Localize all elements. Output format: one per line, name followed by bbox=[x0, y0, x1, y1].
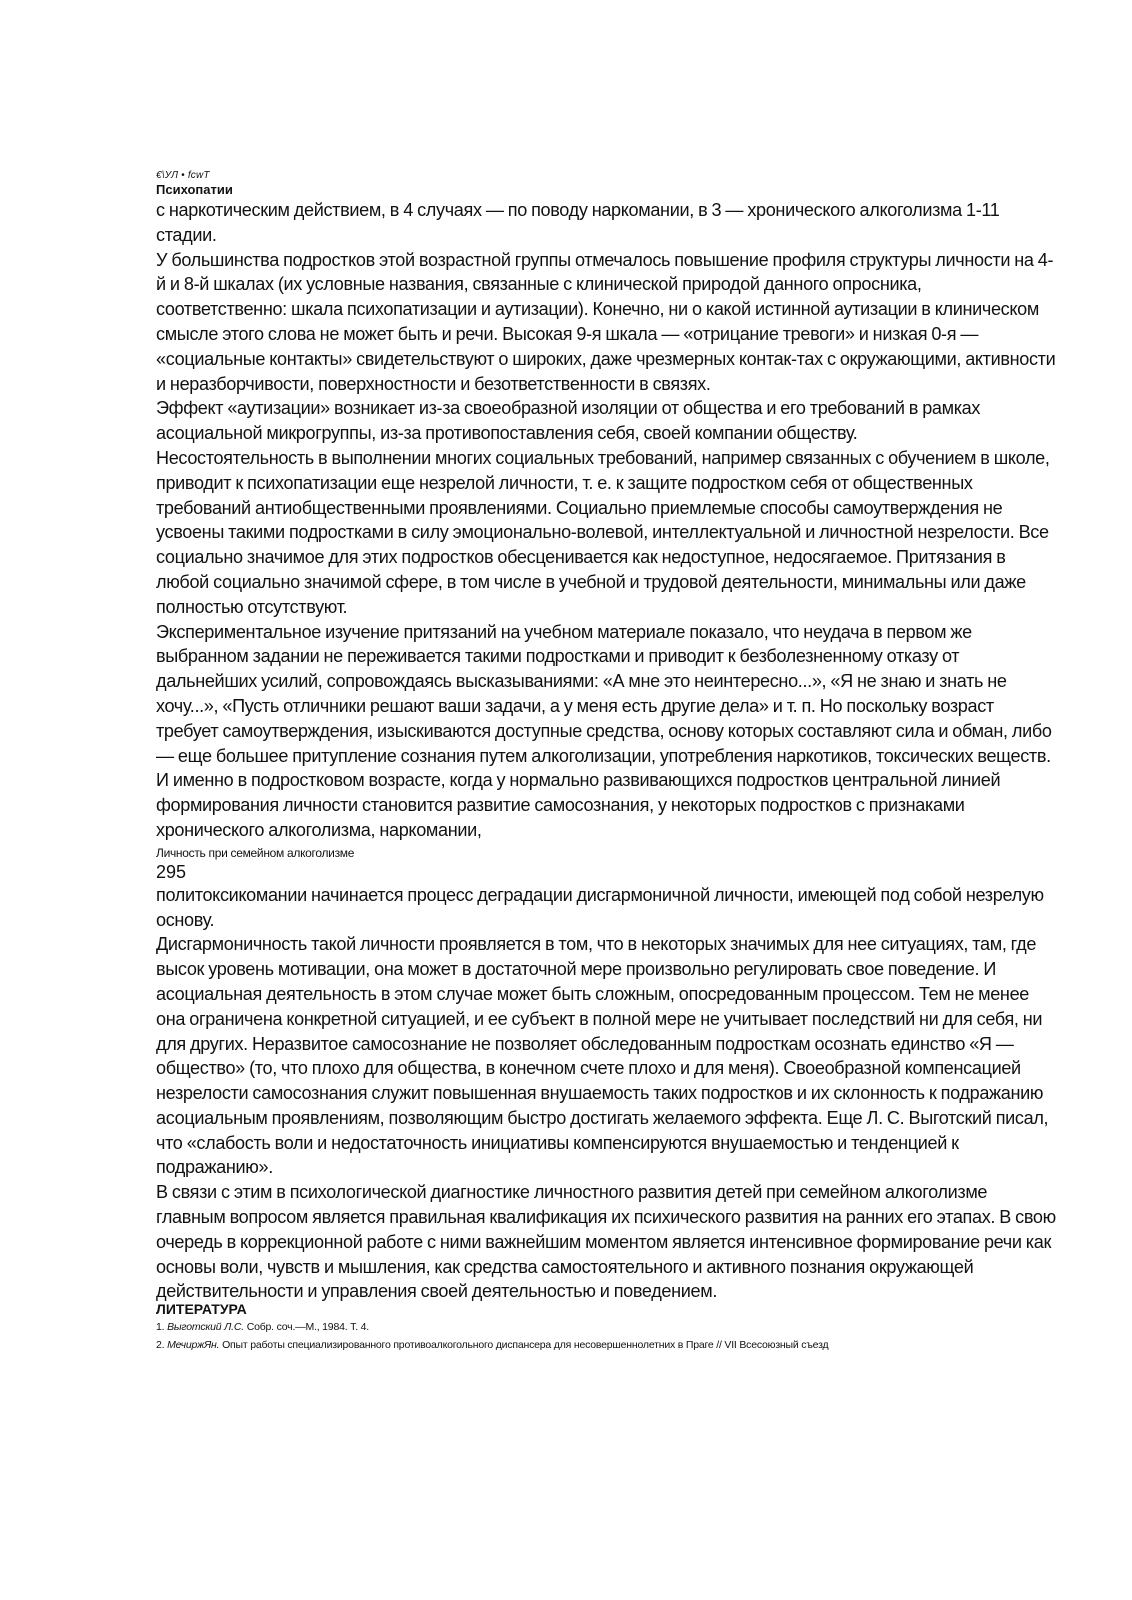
page-number: 295 bbox=[156, 861, 187, 882]
paragraph: Эффект «аутизации» возникает из-за своеобразной изоляции от общества и его требований в рамках асоциальной микрогруппы, из-за противопоставления себя, своей компании обществу. bbox=[156, 398, 981, 444]
reference-text: Собр. соч.—М., 1984. Т. 4. bbox=[246, 1321, 369, 1334]
section-title: Психопатии bbox=[156, 182, 233, 197]
paragraph: Дисгармоничность такой личности проявляется в том, что в некоторых значимых для нее ситуациях, там, где высок уровень мотивации, она может в достаточной мере произвольно регулировать свое поведение. И асоциальная деятельность в этом случае может быть сложным, опосредованным процессом. Тем не менее она ограничена конкретной ситуацией, и ее субъект в полной мере не учитывает последствий ни для себя, ни для других. Неразвитое самосознание не позволяет обследованным подросткам осознать единство «Я — общество» (то, что плохо для общества, в конечном счете плохо и для меня). Своеобразной компенсацией незрелости самосознания служит повышенная внушаемость таких подростков и их склонность к подражанию асоциальным проявлениям, позволяющим быстро достигать желаемого эффекта. Еще Л. С. Выготский писал, что «слабость воли и недостаточность инициативы компенсируются внушаемостью и тенденцией к подражанию». bbox=[156, 934, 1049, 1178]
paragraph: И именно в подростковом возрасте, когда у нормально развивающихся подростков центральной линией формирования личности становится развитие самосознания, у некоторых подростков с признаками хронического алкоголизма, наркомании, bbox=[156, 770, 1001, 840]
paragraph: Экспериментальное изучение притязаний на учебном материале показало, что неудача в первом же выбранном задании не переживается такими подростками и приводит к безболезненному отказу от дальнейших усилий, сопровождаясь высказываниями: «А мне это неинтересно...», «Я не знаю и знать не хочу...», «Пусть отличники решают ваши задачи, а у меня есть другие дела» и т. п. Но поскольку возраст требует самоутверждения, изыскиваются доступные средства, основу которых составляют сила и обман, либо — еще большее притупление сознания путем алкоголизации, употребления наркотиков, токсических веществ. bbox=[156, 621, 1052, 766]
paragraph: политоксикомании начинается процесс деградации дисгармоничной личности, имеющей под собой незрелую основу. bbox=[156, 884, 1044, 930]
body-text-part-2 bbox=[156, 883, 1056, 1305]
reference-item bbox=[156, 1318, 1056, 1336]
running-foot: Личность при семейном алкоголизме bbox=[156, 845, 355, 860]
paragraph: В связи с этим в психологической диагностике личностного развития детей при семейном алкоголизме главным вопросом является правильная квалификация их психического развития на ранних его этапах. В свою очередь в коррекционной работе с ними важнейшим моментом является интенсивное формирование речи как основы воли, чувств и мышления, как средства самостоятельного и активного познания окружающей действительности и управления своей деятельностью и поведением. bbox=[156, 1182, 1056, 1302]
running-head: €\УЛ • fcwT bbox=[156, 170, 210, 181]
reference-number: 1. bbox=[156, 1321, 165, 1334]
reference-item bbox=[156, 1336, 1056, 1354]
reference-number: 2. bbox=[156, 1339, 165, 1352]
reference-author: МечиржЯн. bbox=[167, 1339, 220, 1352]
reference-text: Опыт работы специализированного противоалкогольного диспансера для несовершеннолетних в Праге // VII Всесоюзный съезд bbox=[222, 1339, 829, 1352]
references-heading: ЛИТЕРАТУРА bbox=[156, 1301, 247, 1318]
paragraph: У большинства подростков этой возрастной группы отмечалось повышение профиля структуры личности на 4-й и 8-й шкалах (их условные названия, связанные с клинической природой данного опросника, соответственно: шкала психопатизации и аутизации). Конечно, ни о какой истинной аутизации в клиническом смысле этого слова не может быть и речи. Высокая 9-я шкала — «отрицание тревоги» и низкая 0-я — «социальные контакты» свидетельствуют о широких, даже чрезмерных контак-тах с окружающими, активности и неразборчивости, поверхностности и безответственности в связях. bbox=[156, 249, 1056, 394]
paragraph: с наркотическим действием, в 4 случаях — по поводу наркомании, в 3 — хронического алкоголизма 1-11 стадии. bbox=[156, 200, 1000, 245]
paragraph: Несостоятельность в выполнении многих социальных требований, например связанных с обучением в школе, приводит к психопатизации еще незрелой личности, т. е. к защите подростком себя от общественных требований антиобщественными проявлениями. Социально приемлемые способы самоутверждения не усвоены такими подростками в силу эмоционально-волевой, интеллектуальной и личностной незрелости. Все социально значимое для этих подростков обесценивается как недоступное, недосягаемое. Притязания в любой социально значимой сфере, в том числе в учебной и трудовой деятельности, минимальны или даже полностью отсутствуют. bbox=[156, 447, 1050, 617]
references-list bbox=[156, 1318, 1056, 1354]
document-page bbox=[156, 170, 1056, 1354]
reference-author: Выготский Л.С. bbox=[167, 1321, 244, 1334]
body-text-part-1 bbox=[156, 198, 1056, 843]
